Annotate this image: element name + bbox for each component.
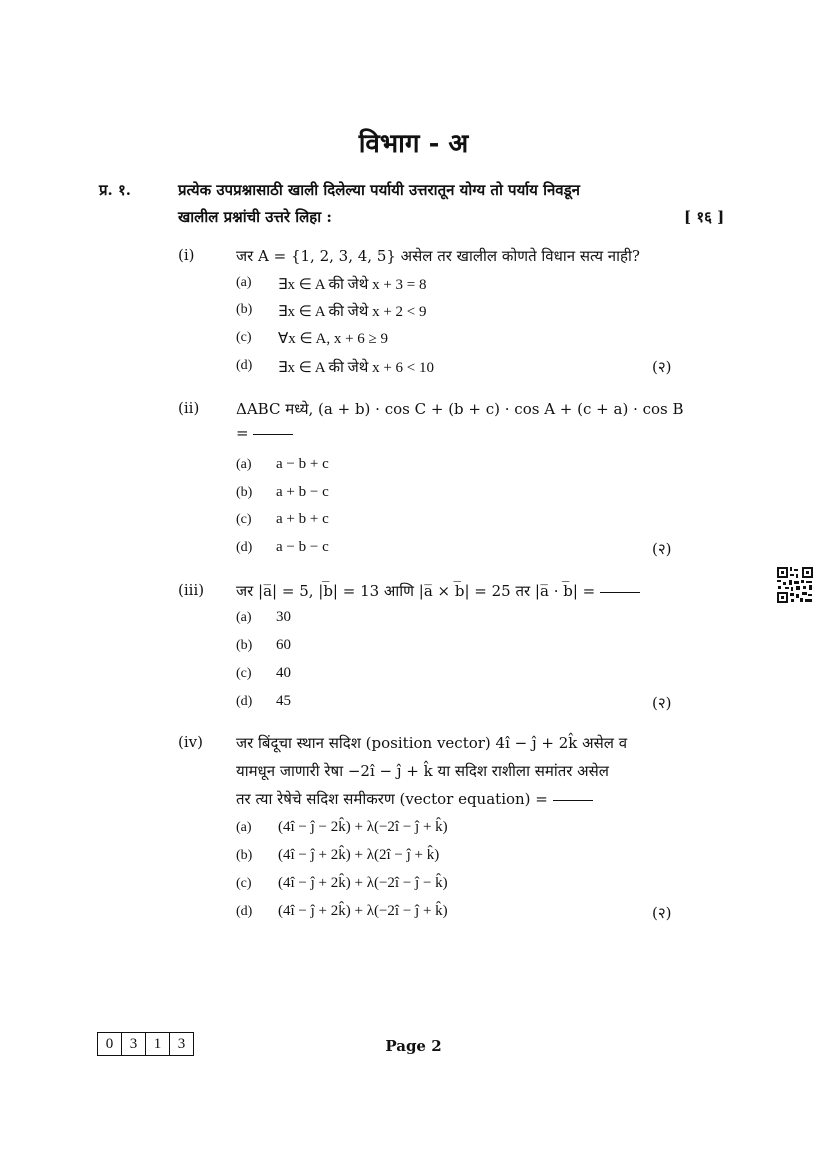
option-label: (b) [236, 302, 253, 317]
paper-code-digit: 0 [98, 1033, 122, 1055]
option-text: (4î − ĵ + 2k̂) + λ(−2î − ĵ + k̂) [278, 903, 448, 919]
option-label: (d) [236, 694, 253, 709]
option-label: (d) [236, 358, 253, 373]
section-title: विभाग - अ [358, 129, 469, 159]
subquestion-stem: जर बिंदूचा स्थान सदिश (position vector) 4î − ĵ + 2k̂ असेल व [236, 734, 628, 752]
option-label: (c) [236, 666, 252, 681]
option-text: ∃x ∈ A की जेथे x + 3 = 8 [278, 277, 427, 293]
question-instruction-line-2: खालील प्रश्नांची उत्तरे लिहा : [178, 208, 332, 226]
option-label: (a) [236, 820, 252, 835]
option-text: ∃x ∈ A की जेथे x + 6 < 10 [278, 360, 435, 376]
option-text: a + b − c [276, 484, 329, 500]
answer-blank [600, 592, 640, 593]
option-text: 45 [276, 693, 291, 709]
option-text: a + b + c [276, 511, 329, 527]
paper-code-digit: 3 [122, 1033, 146, 1055]
option-label: (b) [236, 638, 253, 653]
option-text: (4î − ĵ + 2k̂) + λ(2î − ĵ + k̂) [278, 847, 440, 863]
question-number: प्र. १. [99, 181, 132, 199]
option-text: a − b + c [276, 456, 329, 472]
total-marks: [ १६ ] [684, 208, 725, 226]
subquestion-number: (i) [178, 246, 195, 264]
option-text: a − b − c [276, 539, 329, 555]
subquestion-number: (ii) [178, 399, 200, 417]
option-label: (d) [236, 540, 253, 555]
option-text: ∃x ∈ A की जेथे x + 2 < 9 [278, 304, 427, 320]
subquestion-stem: जर |a̅| = 5, |b̅| = 13 आणि |a̅ × b̅| = 25 तर |a̅ · b̅| = [236, 582, 596, 600]
option-text: 60 [276, 637, 291, 653]
option-text: 30 [276, 609, 291, 625]
option-label: (c) [236, 876, 252, 891]
option-label: (c) [236, 330, 252, 345]
option-label: (a) [236, 610, 252, 625]
option-text: (4î − ĵ − 2k̂) + λ(−2î − ĵ + k̂) [278, 819, 448, 835]
option-text: 40 [276, 665, 291, 681]
subquestion-marks: (२) [652, 694, 672, 712]
option-label: (c) [236, 512, 252, 527]
question-instruction-line-1: प्रत्येक उपप्रश्नासाठी खाली दिलेल्या पर्यायी उत्तरातून योग्य तो पर्याय निवडून [178, 181, 580, 199]
qr-code [776, 566, 814, 604]
subquestion-number: (iii) [178, 581, 205, 599]
option-text: ∀x ∈ A, x + 6 ≥ 9 [278, 331, 389, 347]
option-label: (b) [236, 485, 253, 500]
paper-code-digit: 3 [177, 1036, 186, 1052]
option-label: (a) [236, 275, 252, 290]
subquestion-marks: (२) [652, 540, 672, 558]
answer-blank [553, 800, 593, 801]
subquestion-marks: (२) [652, 358, 672, 376]
subquestion-stem: जर A = {1, 2, 3, 4, 5} असेल तर खालील कोणते विधान सत्य नाही? [236, 247, 640, 265]
option-text: (4î − ĵ + 2k̂) + λ(−2î − ĵ − k̂) [278, 875, 448, 891]
option-label: (d) [236, 904, 253, 919]
paper-code-digit: 1 [146, 1033, 170, 1055]
option-label: (b) [236, 848, 253, 863]
page-number: Page 2 [385, 1037, 442, 1055]
option-label: (a) [236, 457, 252, 472]
subquestion-stem: = [236, 424, 249, 442]
subquestion-stem: यामधून जाणारी रेषा −2î − ĵ + k̂ या सदिश राशीला समांतर असेल [236, 762, 609, 780]
subquestion-marks: (२) [652, 904, 672, 922]
subquestion-stem: तर त्या रेषेचे सदिश समीकरण (vector equation) = [236, 790, 548, 808]
subquestion-stem: ΔABC मध्ये, (a + b) · cos C + (b + c) · cos A + (c + a) · cos B [236, 400, 684, 418]
answer-blank [253, 434, 293, 435]
subquestion-number: (iv) [178, 733, 203, 751]
